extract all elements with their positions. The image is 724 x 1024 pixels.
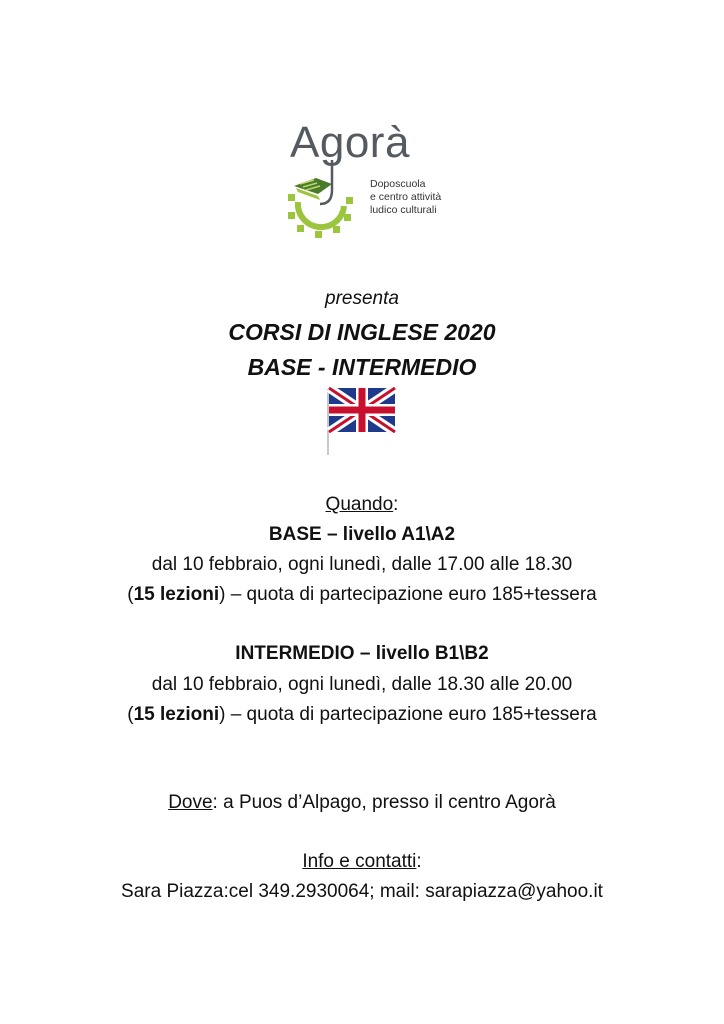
book-gear-logo-icon: [270, 160, 370, 240]
dove-text: : a Puos d’Alpago, presso il centro Agorà: [212, 792, 556, 813]
info-contacts: Sara Piazza:cel 349.2930064; mail: sarapiazza@yahoo.it: [121, 881, 603, 902]
intermedio-lessons-count: 15 lezioni: [133, 704, 220, 725]
tagline-line-2: e centro attività: [370, 191, 442, 203]
intermedio-lessons: [0, 703, 724, 727]
dove-line: [0, 791, 724, 815]
base-lessons: [0, 583, 724, 607]
quando-heading: [0, 493, 724, 517]
logo-tagline: [370, 178, 441, 217]
info-colon: :: [416, 851, 422, 872]
tagline-line-1: Doposcuola: [370, 178, 426, 190]
base-schedule: dal 10 febbraio, ogni lunedì, dalle 17.00 alle 18.30: [151, 554, 573, 575]
presenta-text: presenta: [325, 288, 399, 309]
dove-label: Dove: [168, 792, 213, 813]
intermedio-lessons-open: (: [127, 704, 134, 725]
agora-logo: [270, 118, 470, 243]
title-line-1: CORSI DI INGLESE 2020: [228, 319, 496, 345]
quando-label: Quando: [325, 494, 394, 515]
info-heading: [0, 850, 724, 874]
info-label: Info e contatti: [302, 851, 417, 872]
intermedio-heading: INTERMEDIO – livello B1\B2: [235, 643, 489, 664]
logo-wordmark: Agorà: [290, 118, 410, 167]
quando-colon: :: [393, 494, 399, 515]
base-lessons-open: (: [127, 584, 134, 605]
intermedio-schedule: dal 10 febbraio, ogni lunedì, dalle 18.30 alle 20.00: [151, 674, 573, 695]
tagline-line-3: ludico culturali: [370, 204, 437, 216]
base-heading: BASE – livello A1\A2: [268, 524, 456, 545]
base-lessons-count: 15 lezioni: [133, 584, 220, 605]
intermedio-lessons-fee: ) – quota di partecipazione euro 185+tessera: [219, 704, 597, 725]
base-lessons-fee: ) – quota di partecipazione euro 185+tessera: [219, 584, 597, 605]
title-line-2: BASE - INTERMEDIO: [247, 354, 477, 380]
uk-flag-icon: [324, 385, 400, 457]
